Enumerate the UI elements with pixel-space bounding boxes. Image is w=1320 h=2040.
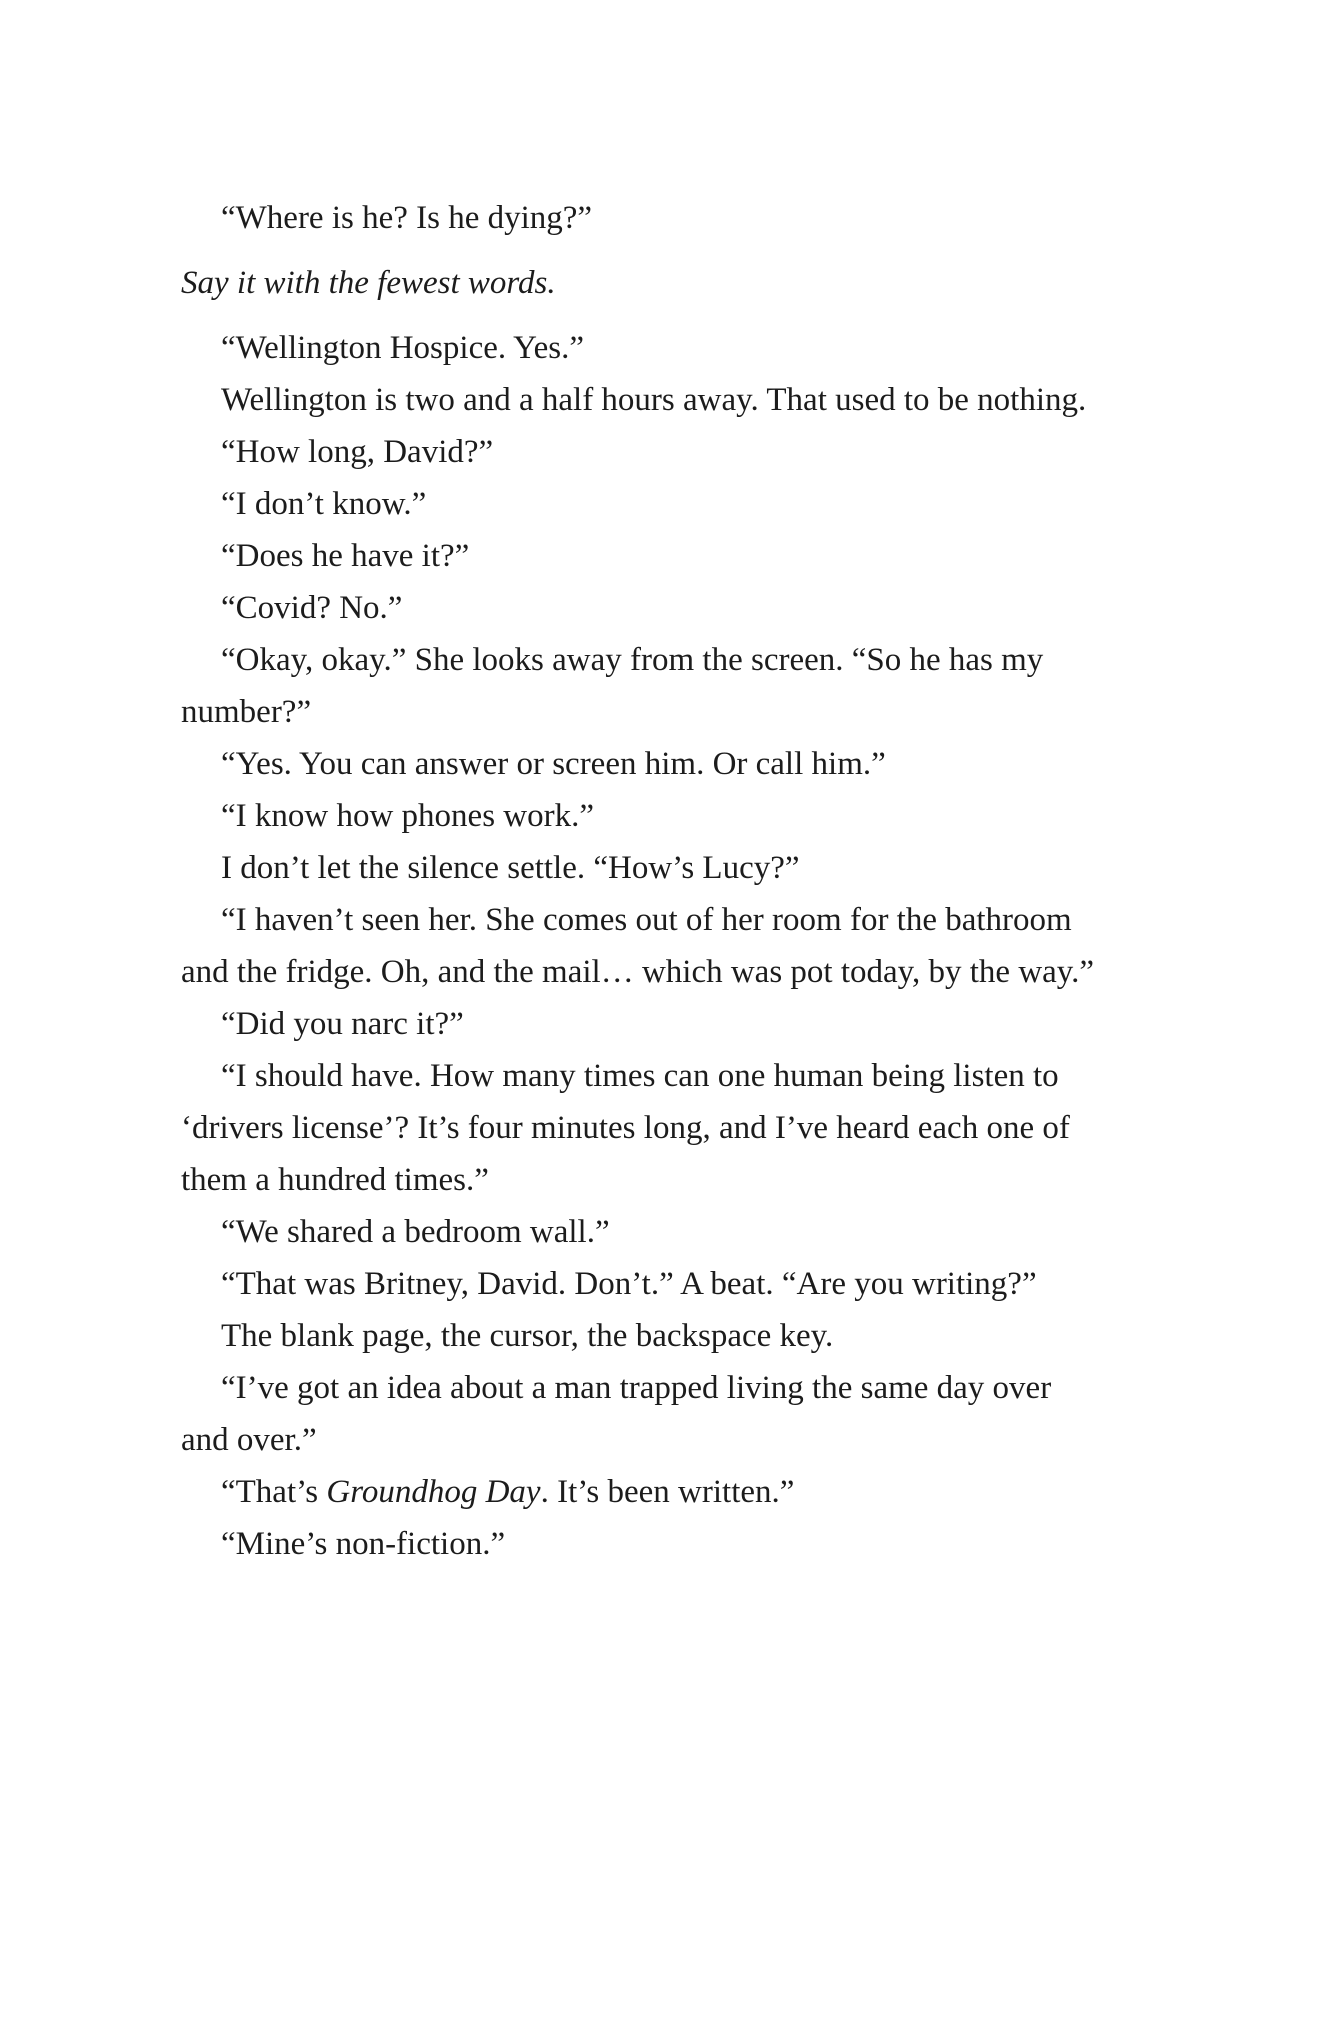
dialogue-paragraph: “Wellington Hospice. Yes.” (221, 330, 585, 366)
dialogue-paragraph: “We shared a bedroom wall.” (221, 1214, 610, 1250)
dialogue-paragraph: “I should have. How many times can one human being listen to ‘drivers license’? It’s four minutes long, and I’ve heard each one of them a hundred times.” (181, 1058, 1070, 1198)
italic-thought-paragraph: Say it with the fewest words. (181, 265, 556, 301)
dialogue-paragraph: “Covid? No.” (221, 590, 403, 626)
quote-after: . It’s been written.” (540, 1474, 795, 1510)
dialogue-paragraph: “I don’t know.” (221, 486, 427, 522)
dialogue-paragraph: “Yes. You can answer or screen him. Or call him.” (221, 746, 886, 782)
dialogue-paragraph: “Did you narc it?” (221, 1006, 464, 1042)
narrative-paragraph: Wellington is two and a half hours away. That used to be nothing. (221, 382, 1087, 418)
narrative-paragraph: The blank page, the cursor, the backspace key. (221, 1318, 834, 1354)
dialogue-paragraph: “That was Britney, David. Don’t.” A beat. “Are you writing?” (221, 1266, 1037, 1302)
dialogue-paragraph: “Mine’s non-fiction.” (221, 1526, 506, 1562)
dialogue-paragraph: “I’ve got an idea about a man trapped living the same day over and over.” (181, 1370, 1052, 1458)
quote-before: “That’s (221, 1474, 327, 1510)
dialogue-paragraph: “I haven’t seen her. She comes out of her room for the bathroom and the fridge. Oh, and the mail… which was pot today, by the way.” (181, 902, 1095, 990)
dialogue-paragraph: “I know how phones work.” (221, 798, 595, 834)
narrative-paragraph: I don’t let the silence settle. “How’s Lucy?” (221, 850, 800, 886)
body-text (181, 192, 1101, 1570)
dialogue-paragraph: “Where is he? Is he dying?” (221, 200, 593, 236)
dialogue-paragraph: “How long, David?” (221, 434, 494, 470)
dialogue-paragraph: “Does he have it?” (221, 538, 470, 574)
dialogue-paragraph: “Okay, okay.” She looks away from the screen. “So he has my number?” (181, 642, 1044, 730)
dialogue-paragraph (181, 1466, 1101, 1518)
film-title: Groundhog Day (326, 1474, 541, 1510)
